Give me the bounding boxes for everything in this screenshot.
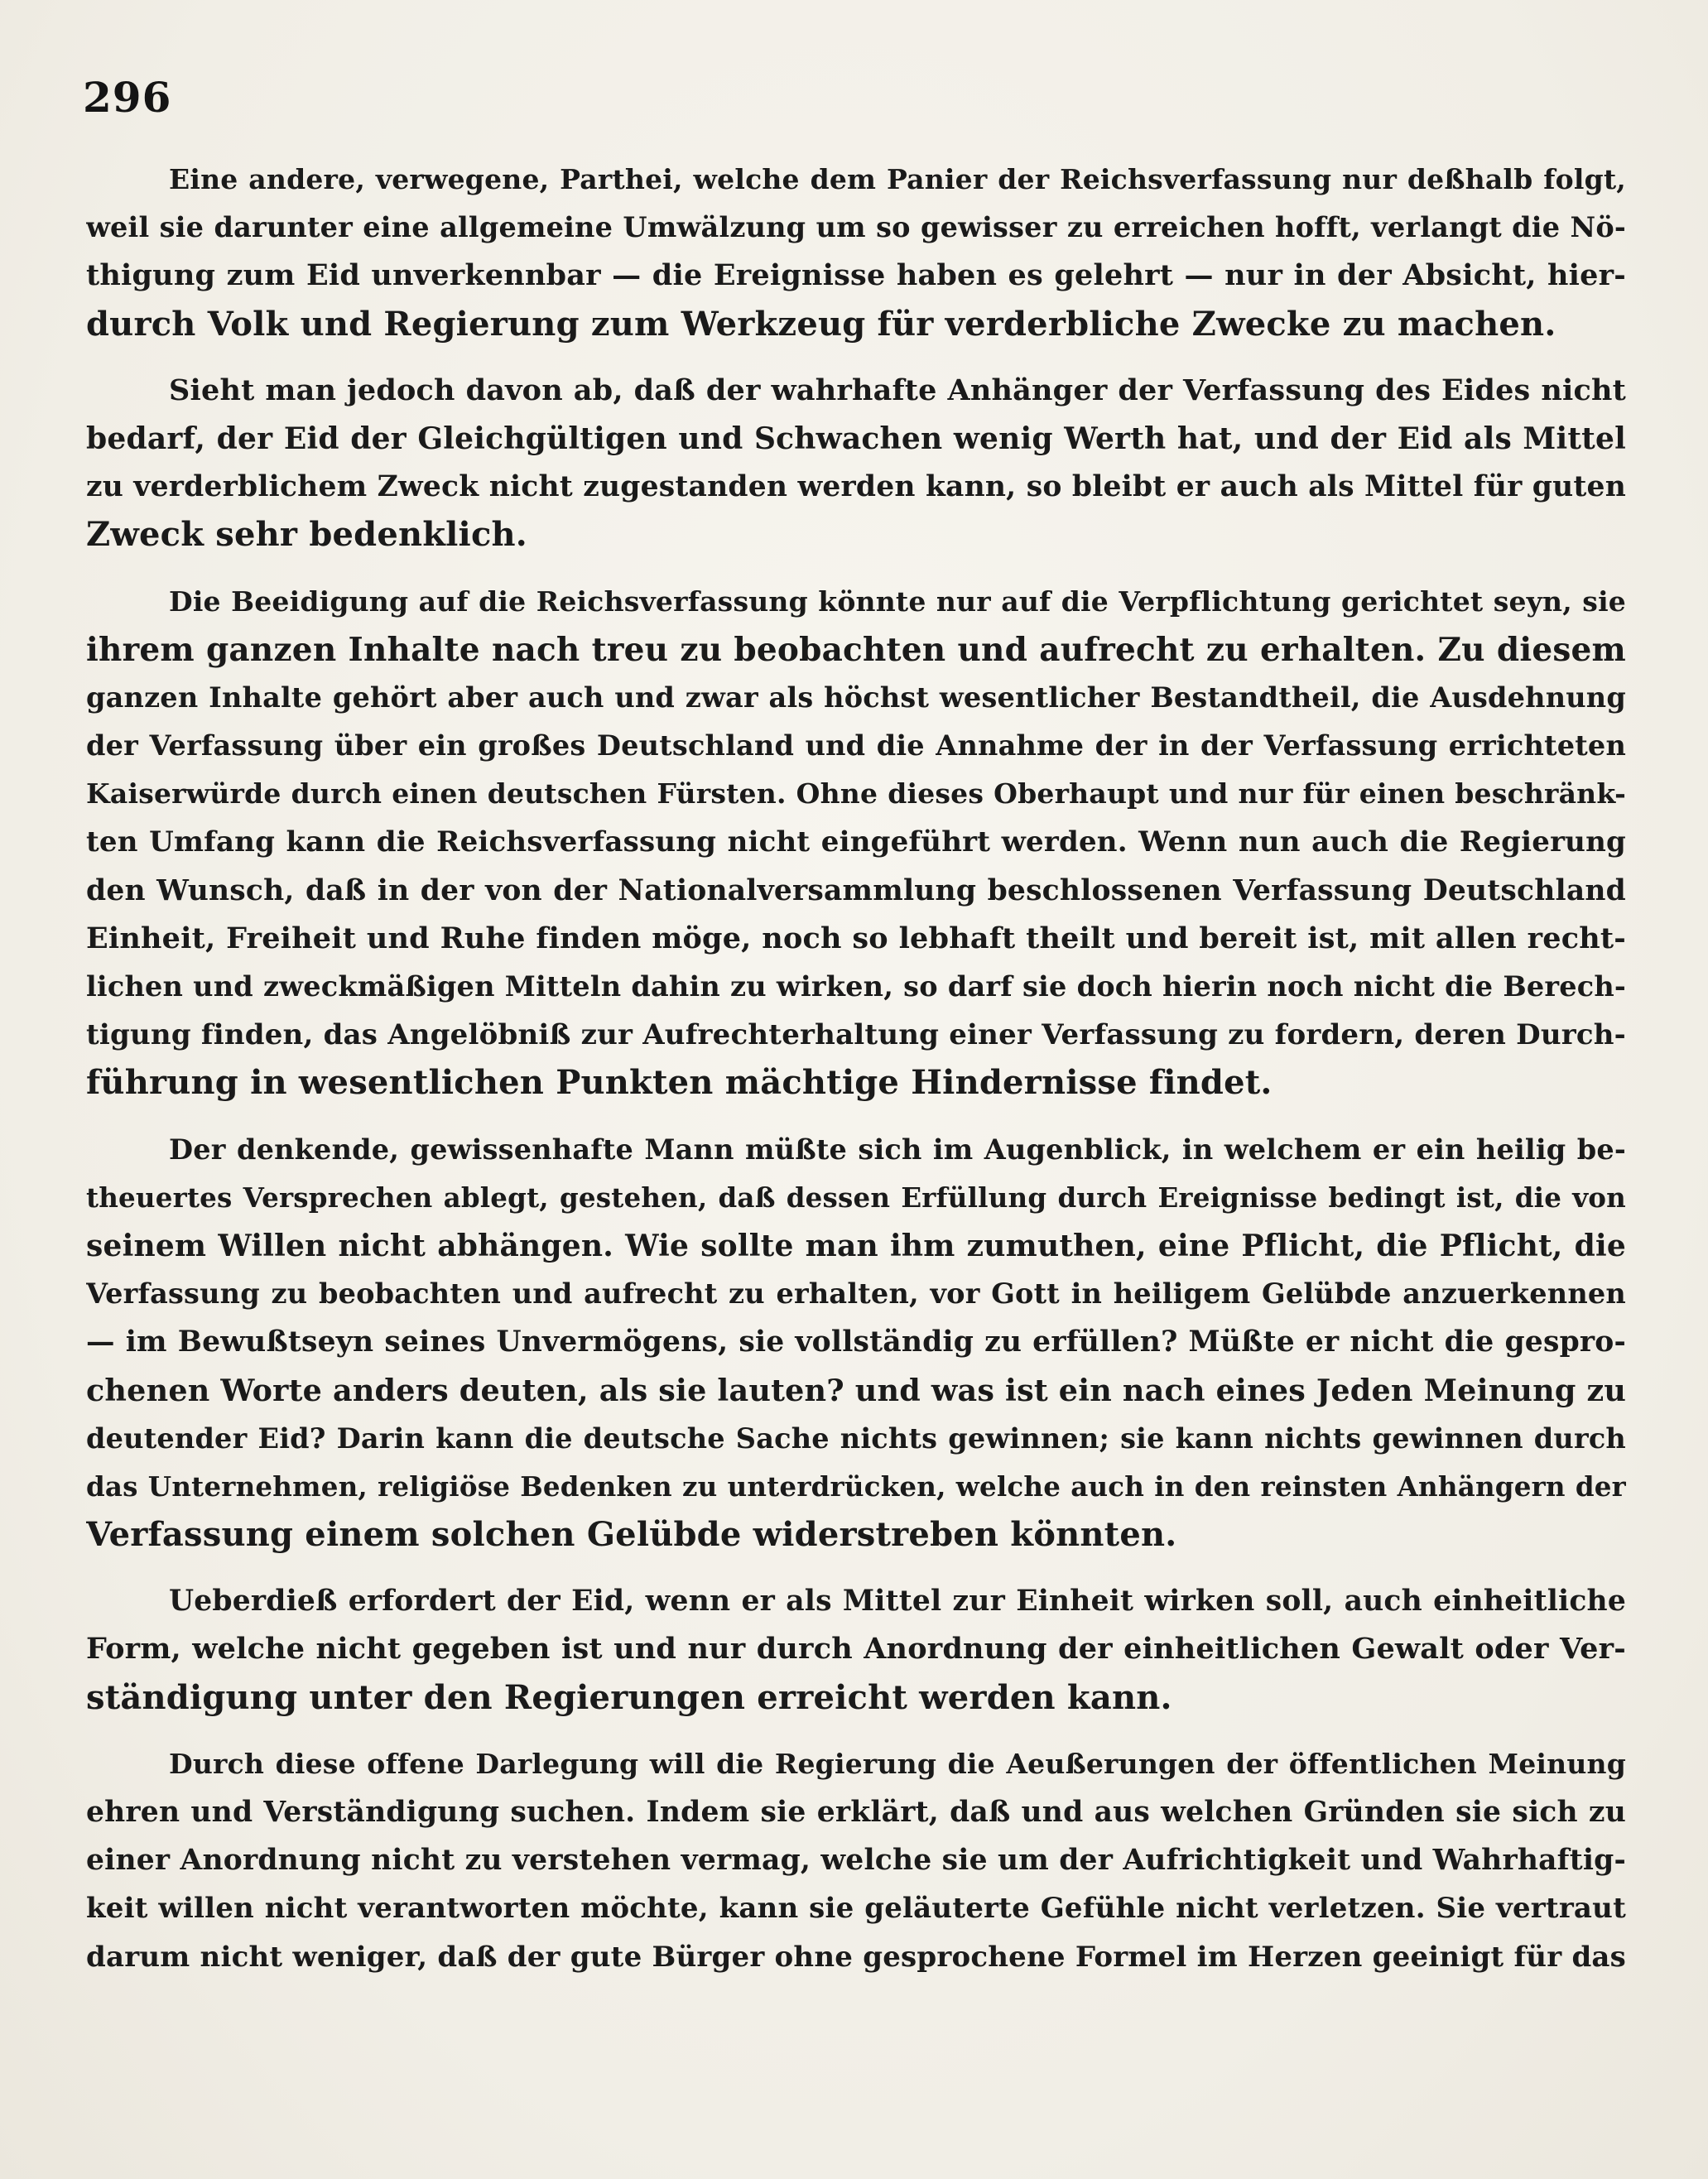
paragraph-4 (86, 1126, 1626, 1560)
text-line: Verfassung einem solchen Gelübde widerstreben könnten. (86, 1515, 1177, 1555)
text-line: Kaiserwürde durch einen deutschen Fürsten. Ohne dieses Oberhaupt und nur für einen beschränk- (86, 777, 1626, 811)
text-line: zu verderblichem Zweck nicht zugestanden werden kann, so bleibt er auch als Mittel für guten (86, 470, 1626, 504)
text-line: Einheit, Freiheit und Ruhe finden möge, noch so lebhaft theilt und bereit ist, mit allen recht- (86, 921, 1626, 955)
text-line: Eine andere, verwegene, Parthei, welche dem Panier der Reichsverfassung nur deßhalb folgt, (169, 163, 1626, 195)
text-line: lichen und zweckmäßigen Mitteln dahin zu wirken, so darf sie doch hierin noch nicht die Berech- (86, 970, 1626, 1003)
paragraph-3 (86, 578, 1626, 1108)
text-line: keit willen nicht verantworten möchte, kann sie geläuterte Gefühle nicht verletzen. Sie vertraut (86, 1892, 1626, 1926)
text-line: — im Bewußtseyn seines Unvermögens, sie vollständig zu erfüllen? Müßte er nicht die gespro- (86, 1325, 1626, 1359)
text-line: deutender Eid? Darin kann die deutsche Sache nichts gewinnen; sie kann nichts gewinnen durch (86, 1421, 1626, 1455)
text-line: durch Volk und Regierung zum Werkzeug für verderbliche Zwecke zu machen. (86, 304, 1556, 344)
text-line: Sieht man jedoch davon ab, daß der wahrhafte Anhänger der Verfassung des Eides nicht (169, 373, 1626, 407)
text-line: ehren und Verständigung suchen. Indem sie erklärt, daß und aus welchen Gründen sie sich zu (86, 1796, 1626, 1829)
text-line: darum nicht weniger, daß der gute Bürger ohne gesprochene Formel im Herzen geeinigt für das (86, 1940, 1626, 1974)
text-line: Die Beeidigung auf die Reichsverfassung könnte nur auf die Verpflichtung gerichtet seyn, sie (169, 584, 1626, 618)
text-line: Verfassung zu beobachten und aufrecht zu erhalten, vor Gott in heiligem Gelübde anzuerkennen (86, 1277, 1626, 1311)
text-line: das Unternehmen, religiöse Bedenken zu unterdrücken, welche auch in den reinsten Anhängern der (86, 1470, 1626, 1503)
text-line: ganzen Inhalte gehört aber auch und zwar als höchst wesentlicher Bestandtheil, die Ausdehnung (86, 681, 1626, 714)
text-line: Der denkende, gewissenhafte Mann müßte sich im Augenblick, in welchem er ein heilig be- (169, 1133, 1626, 1166)
text-line: weil sie darunter eine allgemeine Umwälzung um so gewisser zu erreichen hofft, verlangt die Nö- (86, 211, 1626, 244)
text-line: führung in wesentlichen Punkten mächtige Hindernisse findet. (86, 1063, 1273, 1103)
text-line: der Verfassung über ein großes Deutschland und die Annahme der in der Verfassung errichteten (86, 729, 1626, 762)
text-line: Ueberdieß erfordert der Eid, wenn er als Mittel zur Einheit wirken soll, auch einheitliche (169, 1585, 1626, 1619)
page-number: 296 (83, 73, 172, 122)
text-line: thigung zum Eid unverkennbar — die Ereignisse haben es gelehrt — nur in der Absicht, hier- (86, 258, 1626, 293)
text-line: tigung finden, das Angelöbniß zur Aufrechterhaltung einer Verfassung zu fordern, deren Durch- (86, 1018, 1626, 1052)
paragraph-1 (86, 156, 1626, 349)
text-line: theuertes Versprechen ablegt, gestehen, daß dessen Erfüllung durch Ereignisse bedingt ist, die von (86, 1181, 1626, 1214)
paragraph-2 (86, 367, 1626, 560)
paragraph-5 (86, 1577, 1626, 1722)
text-line: den Wunsch, daß in der von der Nationalversammlung beschlossenen Verfassung Deutschland (86, 873, 1626, 907)
body-text (86, 156, 1626, 1999)
text-line: chenen Worte anders deuten, als sie lauten? und was ist ein nach eines Jeden Meinung zu (86, 1372, 1626, 1408)
text-line: Durch diese offene Darlegung will die Regierung die Aeußerungen der öffentlichen Meinung (169, 1747, 1626, 1780)
text-line: einer Anordnung nicht zu verstehen vermag, welche sie um der Aufrichtigkeit und Wahrhaftig- (86, 1844, 1626, 1878)
text-line: ihrem ganzen Inhalte nach treu zu beobachten und aufrecht zu erhalten. Zu diesem (86, 630, 1626, 669)
text-line: ten Umfang kann die Reichsverfassung nicht eingeführt werden. Wenn nun auch die Regierung (86, 825, 1626, 859)
text-line: seinem Willen nicht abhängen. Wie sollte man ihm zumuthen, eine Pflicht, die Pflicht, die (86, 1228, 1626, 1263)
text-line: bedarf, der Eid der Gleichgültigen und Schwachen wenig Werth hat, und der Eid als Mittel (86, 421, 1626, 456)
text-line: Zweck sehr bedenklich. (86, 515, 527, 555)
paragraph-6 (86, 1740, 1626, 1981)
text-line: ständigung unter den Regierungen erreicht werden kann. (86, 1677, 1172, 1717)
text-line: Form, welche nicht gegeben ist und nur durch Anordnung der einheitlichen Gewalt oder Ver- (86, 1632, 1626, 1667)
